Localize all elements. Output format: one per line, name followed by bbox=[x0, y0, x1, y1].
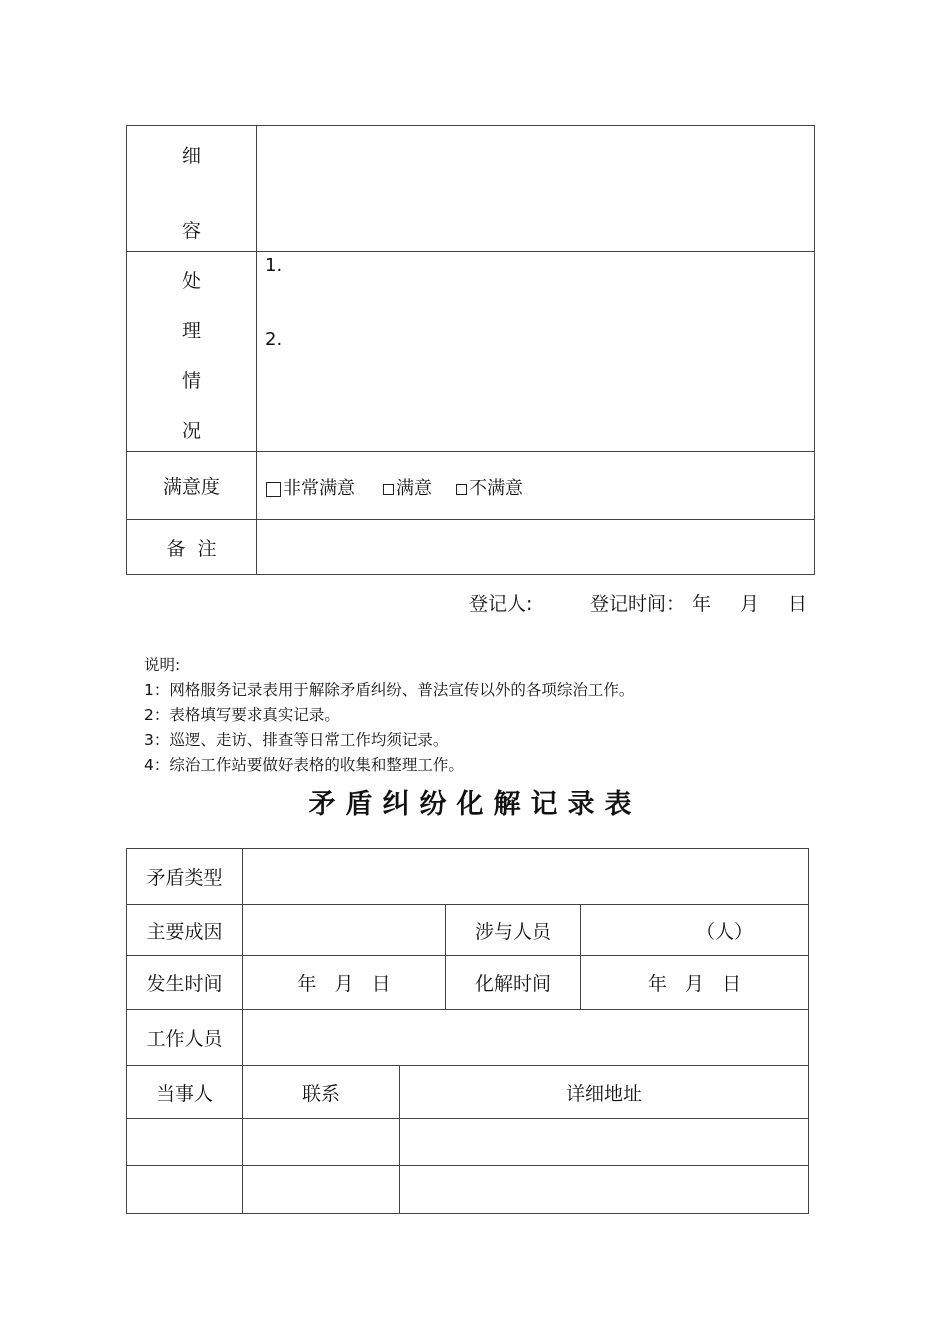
address-header-cell bbox=[399, 1065, 809, 1119]
handling-label-cell bbox=[126, 251, 257, 452]
detail-char-2: 容 bbox=[181, 220, 201, 242]
notes-heading: 说明: bbox=[144, 656, 181, 674]
option-unsatisfied[interactable] bbox=[456, 474, 523, 500]
note-item-4: 4：综治工作站要做好表格的收集和整理工作。 bbox=[144, 756, 464, 774]
note-item-2: 2：表格填写要求真实记录。 bbox=[144, 706, 340, 724]
occur-time-label-cell bbox=[126, 955, 243, 1010]
conflict-type-label-cell bbox=[126, 848, 243, 905]
registration-year: 年 bbox=[692, 593, 712, 615]
address-cell-row2[interactable] bbox=[399, 1165, 809, 1214]
option-very-satisfied-label: 非常满意 bbox=[283, 478, 355, 499]
remarks-label: 备 注 bbox=[166, 537, 217, 560]
option-satisfied[interactable] bbox=[383, 474, 432, 500]
satisfaction-label-cell bbox=[126, 451, 257, 520]
note-item-3: 3：巡逻、走访、排查等日常工作均须记录。 bbox=[144, 731, 449, 749]
conflict-type-field[interactable] bbox=[242, 848, 809, 905]
main-cause-field[interactable] bbox=[242, 904, 446, 956]
handling-item-1: 1. bbox=[265, 255, 283, 276]
staff-label-cell bbox=[126, 1009, 243, 1066]
conflict-type-label: 矛盾类型 bbox=[146, 867, 223, 889]
registration-month: 月 bbox=[740, 593, 760, 615]
handling-char-4: 况 bbox=[181, 420, 201, 442]
people-involved-field[interactable] bbox=[580, 904, 809, 956]
detail-char-1: 细 bbox=[181, 145, 201, 167]
main-cause-label-cell bbox=[126, 904, 243, 956]
remarks-content-cell[interactable] bbox=[256, 519, 815, 575]
people-involved-label: 涉与人员 bbox=[474, 920, 551, 943]
resolve-time-field[interactable] bbox=[580, 955, 809, 1010]
contact-cell-row1[interactable] bbox=[242, 1118, 400, 1166]
resolve-time-date: 年 月 日 bbox=[647, 973, 742, 995]
staff-field[interactable] bbox=[242, 1009, 809, 1066]
registration-time-label: 登记时间： bbox=[590, 593, 686, 615]
remarks-label-cell bbox=[126, 519, 257, 575]
contact-header: 联系 bbox=[301, 1082, 340, 1105]
option-satisfied-label: 满意 bbox=[396, 478, 432, 499]
checkbox-icon[interactable] bbox=[456, 484, 467, 495]
satisfaction-label: 满意度 bbox=[162, 476, 220, 498]
detail-content-cell[interactable] bbox=[256, 125, 815, 252]
address-cell-row1[interactable] bbox=[399, 1118, 809, 1166]
registrar-label: 登记人: bbox=[469, 593, 533, 615]
detail-label-cell bbox=[126, 125, 257, 252]
checkbox-icon[interactable] bbox=[383, 484, 394, 495]
contact-cell-row2[interactable] bbox=[242, 1165, 400, 1214]
note-item-1: 1：网格服务记录表用于解除矛盾纠纷、普法宣传以外的各项综治工作。 bbox=[144, 681, 635, 699]
resolve-time-label: 化解时间 bbox=[474, 973, 551, 995]
handling-char-3: 情 bbox=[181, 370, 201, 392]
registration-day: 日 bbox=[788, 593, 808, 615]
main-cause-label: 主要成因 bbox=[146, 920, 223, 943]
form-title: 矛盾纠纷化解记录表 bbox=[308, 789, 642, 820]
option-unsatisfied-label: 不满意 bbox=[469, 478, 523, 499]
staff-label: 工作人员 bbox=[146, 1028, 223, 1050]
party-header-cell bbox=[126, 1065, 243, 1119]
resolve-time-label-cell bbox=[445, 955, 581, 1010]
checkbox-icon[interactable] bbox=[266, 482, 281, 497]
handling-content-cell[interactable] bbox=[256, 251, 815, 452]
contact-header-cell bbox=[242, 1065, 400, 1119]
handling-item-2: 2. bbox=[265, 329, 283, 350]
option-very-satisfied[interactable] bbox=[266, 474, 355, 500]
handling-char-2: 理 bbox=[181, 320, 201, 342]
party-header: 当事人 bbox=[155, 1082, 213, 1105]
occur-time-field[interactable] bbox=[242, 955, 446, 1010]
party-cell-row2[interactable] bbox=[126, 1165, 243, 1214]
occur-time-date: 年 月 日 bbox=[297, 973, 391, 995]
people-unit: （人） bbox=[695, 920, 753, 943]
party-cell-row1[interactable] bbox=[126, 1118, 243, 1166]
occur-time-label: 发生时间 bbox=[146, 973, 223, 995]
handling-char-1: 处 bbox=[181, 270, 201, 292]
people-involved-label-cell bbox=[445, 904, 581, 956]
address-header: 详细地址 bbox=[565, 1082, 642, 1105]
